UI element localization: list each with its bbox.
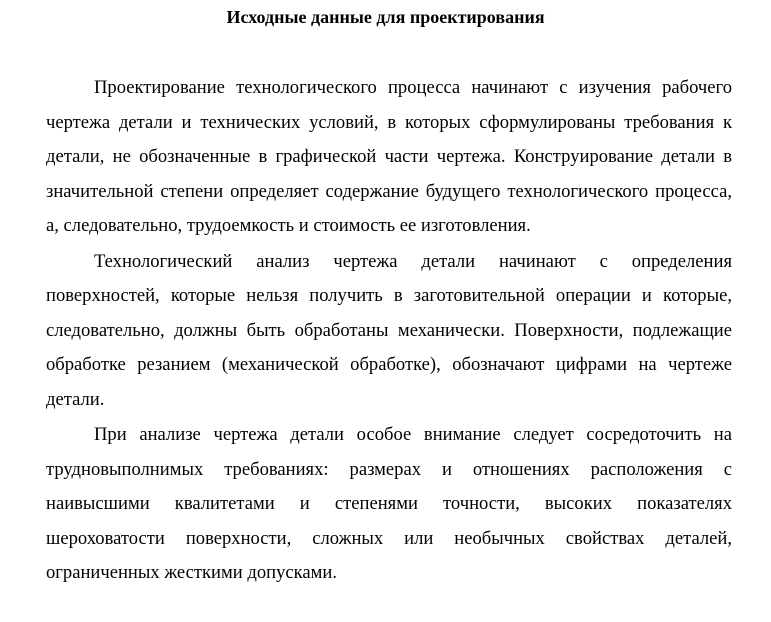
paragraph-3: При анализе чертежа детали особое внимание следует сосредоточить на трудновыполнимых требованиях: размерах и отношениях расположения с наивысшими квалитетами и степенями точности, высоких показателях шероховатости поверхности, сложных или необычных свойствах деталей, ограниченных жесткими допусками. <box>46 424 732 583</box>
document-title: Исходные данные для проектирования <box>226 7 545 27</box>
paragraph-2: Технологический анализ чертежа детали начинают с определения поверхностей, которые нельзя получить в заготовительной операции и которые, следовательно, должны быть обработаны механически. Поверхности, подлежащие обработке резанием (механической обработке), обозначают цифрами на чертеже детали. <box>46 250 732 410</box>
paragraph-1: Проектирование технологического процесса начинают с изучения рабочего чертежа детали и технических условий, в которых сформулированы требования к детали, не обозначенные в графической части чертежа. Конструирование детали в значительной степени определяет содержание будущего технологического процесса, а, следовательно, трудоемкость и стоимость ее изготовления. <box>46 77 732 236</box>
document-body <box>46 71 732 592</box>
